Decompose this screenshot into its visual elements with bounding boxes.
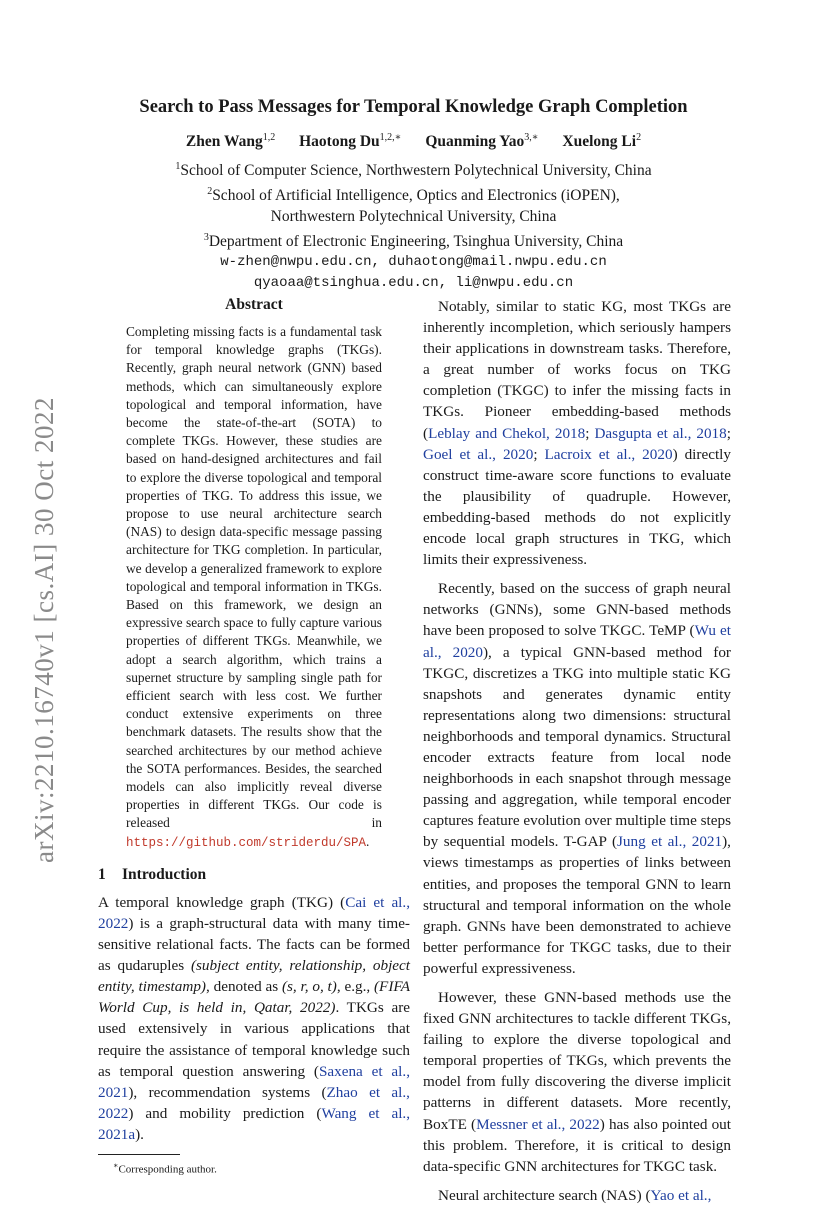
author: Haotong $Du^{1,2,∗}$: [299, 132, 402, 151]
citation-link[interactable]: Leblay and Chekol, 2018: [428, 424, 586, 442]
right-column: [423, 296, 731, 1206]
citation-link[interactable]: Saxena et al., 2021: [98, 1062, 410, 1101]
affiliation-2-cont: Northwestern Polytechnical University, China: [270, 208, 557, 226]
body-paragraph: Neural architecture search (NAS) (Yao et al.,: [438, 1186, 712, 1204]
citation-link[interactable]: Jung et al., 2021: [617, 833, 723, 851]
author: Xuelong Li$^2$: [562, 132, 642, 151]
body-paragraph: However, these GNN-based methods use the fixed GNN architectures to tackle different TKGs, failing to explore the diverse topological and temporal properties of TKGs, which prevents the model from fully discovering the diverse implicit patterns in different datasets. More recently, BoxTE (Messner et al., 2022) has also pointed out this problem. Therefore, it is critical to design data-specific GNN architectures for TKGC task.: [423, 989, 731, 1175]
citation-link[interactable]: Messner et al., 2022: [476, 1115, 600, 1133]
body-paragraph: Notably, similar to static KG, most TKGs are inherently incompletion, which seriously hampers their applications in downstream tasks. Therefore, a great number of works focus on TKG completion (TKGC) to infer the missing facts in TKGs. Pioneer embedding-based methods (Leblay and Chekol, 2018; Dasgupta et al., 2018; Goel et al., 2020; Lacroix et al., 2020) directly construct time-aware score functions to evaluate the plausibility of quadruple. However, embedding-based methods do not explicitly encode local graph structures in TKG, which limits their expressiveness.: [423, 298, 731, 569]
math-expression: (s, r, o, t): [281, 978, 337, 996]
footnote: ∗Corresponding author.: [113, 1161, 217, 1176]
affiliation-3: $^3$Department of Electronic Engineering, Tsinghua University, China: [203, 232, 624, 251]
body-paragraph: Recently, based on the success of graph neural networks (GNNs), some GNN-based methods have been proposed to solve TKGC. TeMP (Wu et al., 2020), a typical GNN-based method for TKGC, discretizes a TKG into multiple static KG snapshots and generates dynamic entity representations along two dimensions: structural neighborhoods and temporal dynamics. Structural encoder extracts feature from local node neighborhoods in each snapshot through message passing and aggregation, while temporal encoder captures feature evolution over multiple time steps by sequential models. T-GAP (Jung et al., 2021), views timestamps as properties of links between entities, and proposes the temporal GNN to learn structural and temporal information on the whole graph. GNNs have been demonstrated to achieve better performance for TKGC tasks, due to their powerful expressiveness.: [423, 580, 731, 977]
citation-link[interactable]: Goel et al., 2020: [423, 445, 534, 463]
affiliation-1: $^1$School of Computer Science, Northwestern Polytechnical University, China: [175, 160, 652, 180]
citation-link[interactable]: Zhao et al., 2022: [98, 1083, 410, 1122]
left-column: [98, 296, 410, 1176]
email-line[interactable]: w-zhen@nwpu.edu.cn, duhaotong@mail.nwpu.edu.cn: [220, 254, 607, 271]
author: Zhen Wang$^{1,2}$: [185, 132, 276, 151]
abstract-heading: Abstract: [225, 296, 283, 313]
footnote-divider: [98, 1154, 180, 1155]
section-heading-introduction: 1 Introduction: [98, 865, 207, 883]
affiliation-2: $^2$School of Artificial Intelligence, Optics and Electronics (iOPEN),: [207, 186, 620, 205]
citation-link[interactable]: Wu et al., 2020: [423, 622, 731, 661]
abstract-text: Completing missing facts is a fundamental task for temporal knowledge graphs (TKGs). Recently, graph neural network (GNN) based methods, which can simultaneously explore topological and temporal information, have become the state-of-the-art (SOTA) to complete TKGs. However, these studies are based on hand-designed architectures and fail to explore the diverse topological and temporal properties of TKG. To address this issue, we propose to use neural architecture search (NAS) to design data-specific message passing architecture for TKG completion. In particular, we develop a generalized framework to explore topological and temporal information in TKGs. Based on this framework, we design an expressive search space to fully capture various properties of different TKGs. Meanwhile, we adopt a search algorithm, which trains a supernet structure by sampling single path for efficient search with less cost. We further conduct extensive experiments on three benchmark datasets. The results show that the searched architectures by our method achieve the SOTA performances. Besides, the searched models can also implicitly reveal diverse properties in different TKGs. Our code is released in https://github.com/striderdu/SPA.: [126, 324, 382, 850]
citation-link[interactable]: Wang et al., 2021a: [98, 1104, 411, 1143]
citation-link[interactable]: Yao et al.,: [650, 1186, 712, 1204]
paper-title: Search to Pass Messages for Temporal Knowledge Graph Completion: [139, 97, 688, 117]
intro-paragraph: A temporal knowledge graph (TKG) (Cai et al., 2022) is a graph-structural data with many time-sensitive relational facts. The facts can be formed as qudaruples (subject entity, relationship, object entity, timestamp), denoted as (s, r, o, t), e.g., (FIFA World Cup, is held in, Qatar, 2022). TKGs are used extensively in various applications that require the assistance of temporal knowledge such as temporal question answering (Saxena et al., 2021), recommendation systems (Zhao et al., 2022) and mobility prediction (Wang et al., 2021a).: [98, 893, 411, 1143]
author: Quanming Yao$^{3,∗}$: [425, 132, 539, 151]
email-line[interactable]: qyaoaa@tsinghua.edu.cn, li@nwpu.edu.cn: [253, 275, 574, 292]
paper-header: [60, 96, 767, 294]
code-link[interactable]: https://github.com/striderdu/SPA: [126, 835, 367, 850]
citation-link[interactable]: Dasgupta et al., 2018: [594, 424, 727, 442]
citation-link[interactable]: Cai et al., 2022: [98, 893, 411, 932]
citation-link[interactable]: Lacroix et al., 2020: [544, 445, 673, 463]
author-list: [60, 132, 767, 152]
arxiv-stamp: arXiv:2210.16740v1 [cs.AI] 30 Oct 2022: [29, 397, 59, 863]
